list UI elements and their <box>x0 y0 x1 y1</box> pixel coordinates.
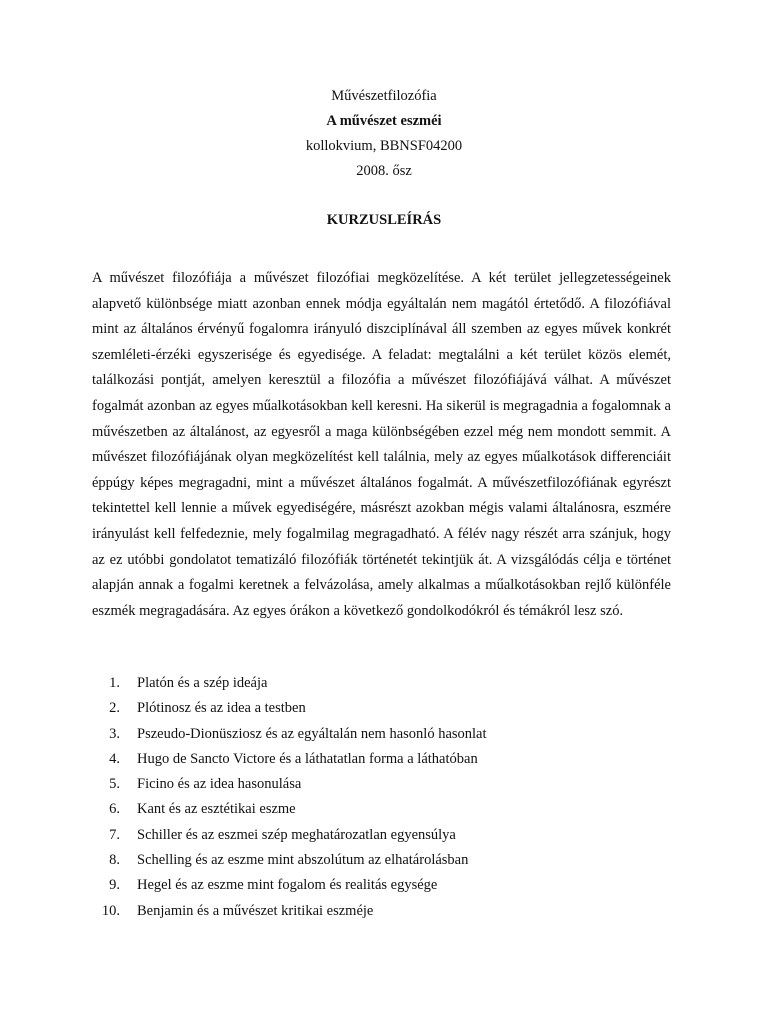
document-header <box>0 84 768 184</box>
list-item <box>92 848 671 873</box>
list-item-number: 7. <box>109 826 120 843</box>
list-item-text: Hugo de Sancto Victore és a láthatatlan forma a láthatóban <box>137 750 478 767</box>
list-item-text: Plótinosz és az idea a testben <box>137 700 306 717</box>
course-code: kollokvium, BBNSF04200 <box>305 138 463 154</box>
list-item <box>92 823 671 848</box>
list-item-number: 10. <box>101 902 120 919</box>
list-item-text: Ficino és az idea hasonulása <box>137 776 302 793</box>
list-item-text: Hegel és az eszme mint fogalom és realitás egysége <box>137 877 438 894</box>
course-semester: 2008. ősz <box>356 163 412 179</box>
list-item-text: Pszeudo-Dionüsziosz és az egyáltalán nem hasonló hasonlat <box>137 725 487 742</box>
list-item-number: 9. <box>109 877 120 894</box>
list-item-text: Schelling és az eszme mint abszolútum az elhatárolásban <box>137 852 469 869</box>
list-item-text: Benjamin és a művészet kritikai eszméje <box>137 902 374 919</box>
list-item-text: Schiller és az eszmei szép meghatározatlan egyensúlya <box>137 826 456 843</box>
list-item <box>92 797 671 822</box>
list-item <box>92 899 671 924</box>
topic-list <box>92 671 671 924</box>
list-item <box>92 747 671 772</box>
list-item <box>92 671 671 696</box>
list-item-number: 5. <box>109 776 120 793</box>
list-item-number: 3. <box>109 725 120 742</box>
list-item-number: 4. <box>109 750 120 767</box>
list-item <box>92 873 671 898</box>
list-item-text: Kant és az esztétikai eszme <box>137 801 296 818</box>
list-item-number: 6. <box>109 801 120 818</box>
list-item-text: Platón és a szép ideája <box>137 675 268 691</box>
list-item <box>92 696 671 721</box>
description-paragraph: A művészet filozófiája a művészet filozófiai megközelítése. A két terület jellegzetességeinek alapvető különbsége miatt azonban ennek módja egyáltalán nem magától értetődő. A filozófiával mint az általános érvényű fogalomra irányuló diszciplínával áll szemben az egyes művek konkrét szemléleti-érzéki egyszerisége és egyedisége. A feladat: megtalálni a két terület közös elemét, találkozási pontját, amelyen keresztül a filozófia a művészet filozófiájává válhat. A művészet fogalmát azonban az egyes műalkotásokban kell keresni. Ha sikerül is megragadnia a fogalomnak a művészetben az általánost, az egyesről a maga különbségében ezzel még nem mondott semmit. A művészet filozófiájának olyan megközelítést kell találnia, mely az egyes műalkotások differenciáit éppúgy képes megragadni, mint a művészet általános fogalmát. A művészetfilozófiának egyrészt tekintettel kell lennie a művek egyediségére, másrészt azokban mégis valami általánosra, eszmére irányulást kell felfedeznie, mely fogalmilag megragadható. A félév nagy részét arra szánjuk, hogy az ez utóbbi gondolatot tematizáló filozófiák történetét tekintjük át. A vizsgálódás célja e történet alapján annak a fogalmi keretnek a felvázolása, amely alkalmas a műalkotásokban rejlő különféle eszmék megragadására. Az egyes órákon a következő gondolkodókról és témákról lesz szó. <box>92 270 671 619</box>
section-title: KURZUSLEÍRÁS <box>326 212 442 228</box>
course-field: Művészetfilozófia <box>331 88 437 104</box>
list-item-number: 8. <box>109 852 120 869</box>
list-item-number: 2. <box>109 700 120 717</box>
list-item <box>92 772 671 797</box>
list-item-number: 1. <box>109 675 120 691</box>
list-item <box>92 722 671 747</box>
course-title: A művészet eszméi <box>326 113 442 129</box>
